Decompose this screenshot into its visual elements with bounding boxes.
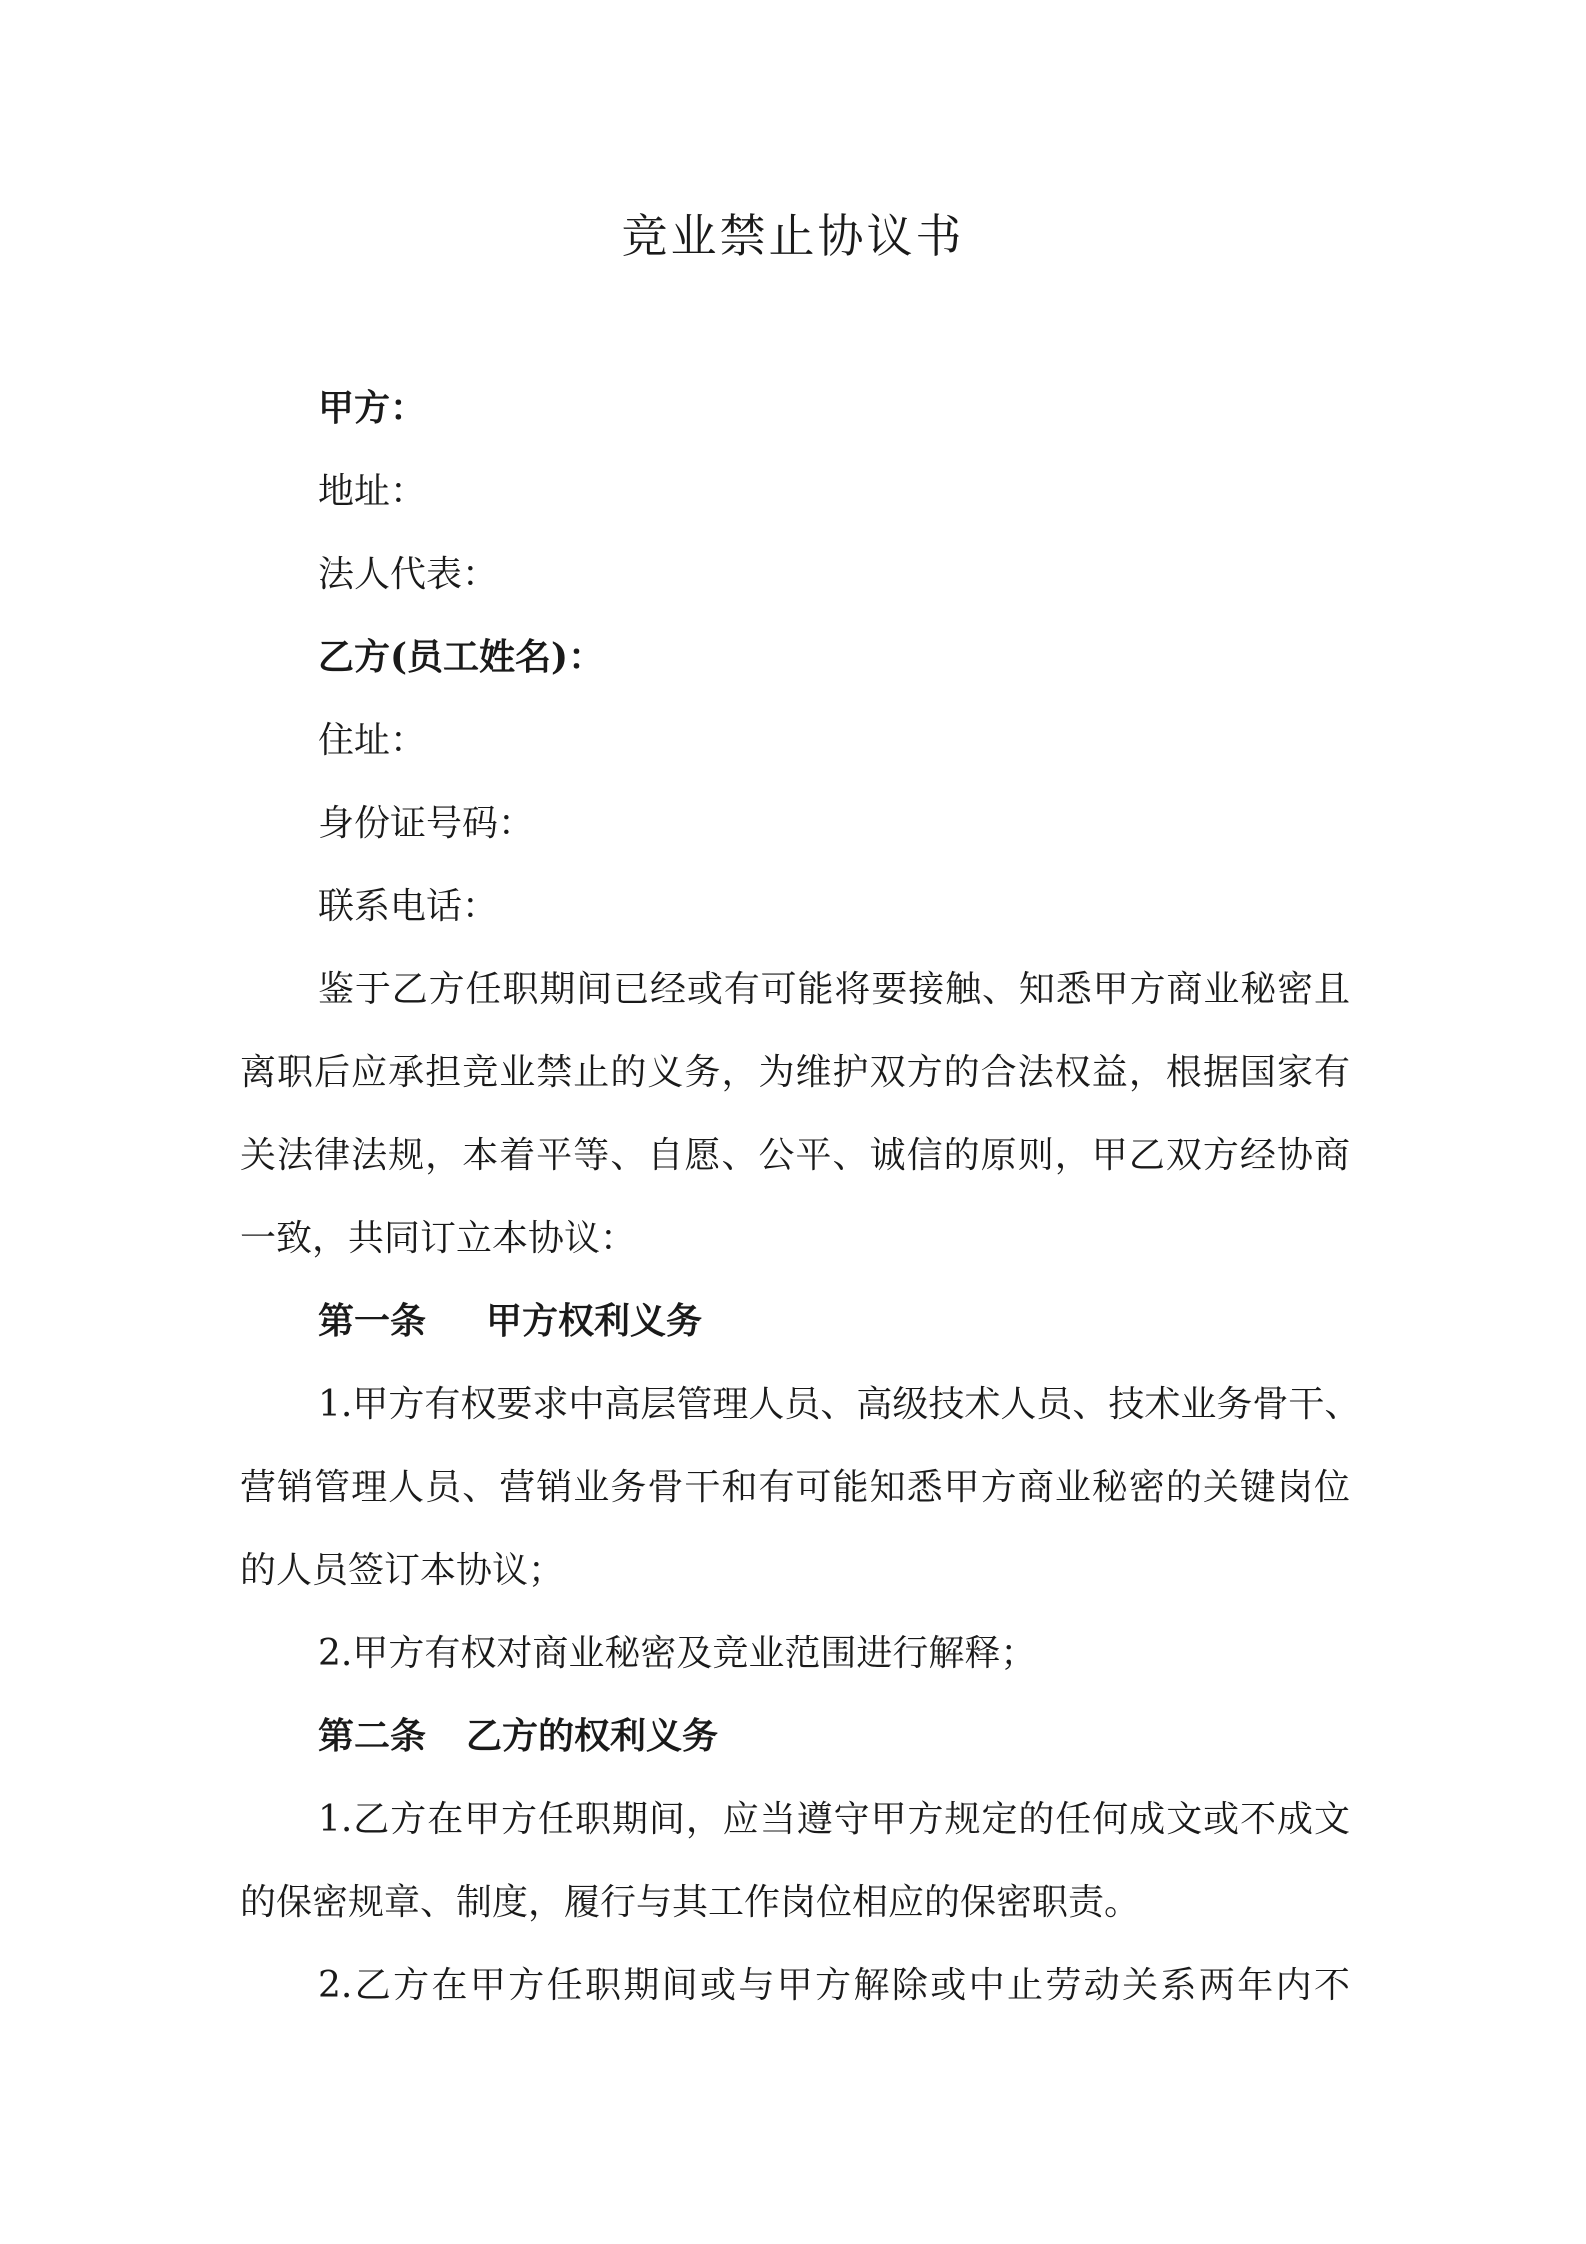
residence-label: 住址： [318, 720, 427, 761]
party-a-label: 甲方： [318, 387, 427, 429]
article2-item1-line: 的保密规章、制度，履行与其工作岗位相应的保密职责。 [240, 1882, 1141, 1923]
article1-item1-line: 营销管理人员、营销业务骨干和有可能知悉甲方商业秘密的关键岗位 [240, 1467, 1350, 1508]
article2-number: 第二条 [318, 1715, 427, 1757]
article2-item2-line: 2.乙方在甲方任职期间或与甲方解除或中止劳动关系两年内不 [318, 1965, 1350, 2006]
party-b-label: 乙方(员工姓名)： [318, 636, 605, 678]
document-title: 竞业禁止协议书 [621, 209, 965, 263]
preamble-line: 离职后应承担竞业禁止的义务，为维护双方的合法权益，根据国家有 [240, 1052, 1350, 1093]
article2-heading [318, 1708, 718, 1759]
preamble-line: 一致，共同订立本协议： [240, 1218, 637, 1259]
id-number-label: 身份证号码： [318, 803, 535, 844]
article2-item1-line: 1.乙方在甲方任职期间，应当遵守甲方规定的任何成文或不成文 [318, 1799, 1350, 1840]
article1-heading [318, 1293, 702, 1344]
article1-number: 第一条 [318, 1300, 427, 1342]
preamble-line: 关法律法规，本着平等、自愿、公平、诚信的原则，甲乙双方经协商 [240, 1135, 1350, 1176]
article1-item1-line: 的人员签订本协议； [240, 1550, 565, 1591]
phone-label: 联系电话： [318, 886, 499, 927]
article1-item2: 2.甲方有权对商业秘密及竞业范围进行解释； [318, 1633, 1037, 1674]
article1-title: 甲方权利义务 [486, 1300, 703, 1342]
preamble-line: 鉴于乙方任职期间已经或有可能将要接触、知悉甲方商业秘密且 [318, 969, 1350, 1010]
article1-item1-line: 1.甲方有权要求中高层管理人员、高级技术人员、技术业务骨干、 [318, 1384, 1361, 1425]
article2-title: 乙方的权利义务 [466, 1715, 719, 1757]
address-label: 地址： [318, 471, 427, 512]
legal-rep-label: 法人代表： [318, 554, 499, 595]
